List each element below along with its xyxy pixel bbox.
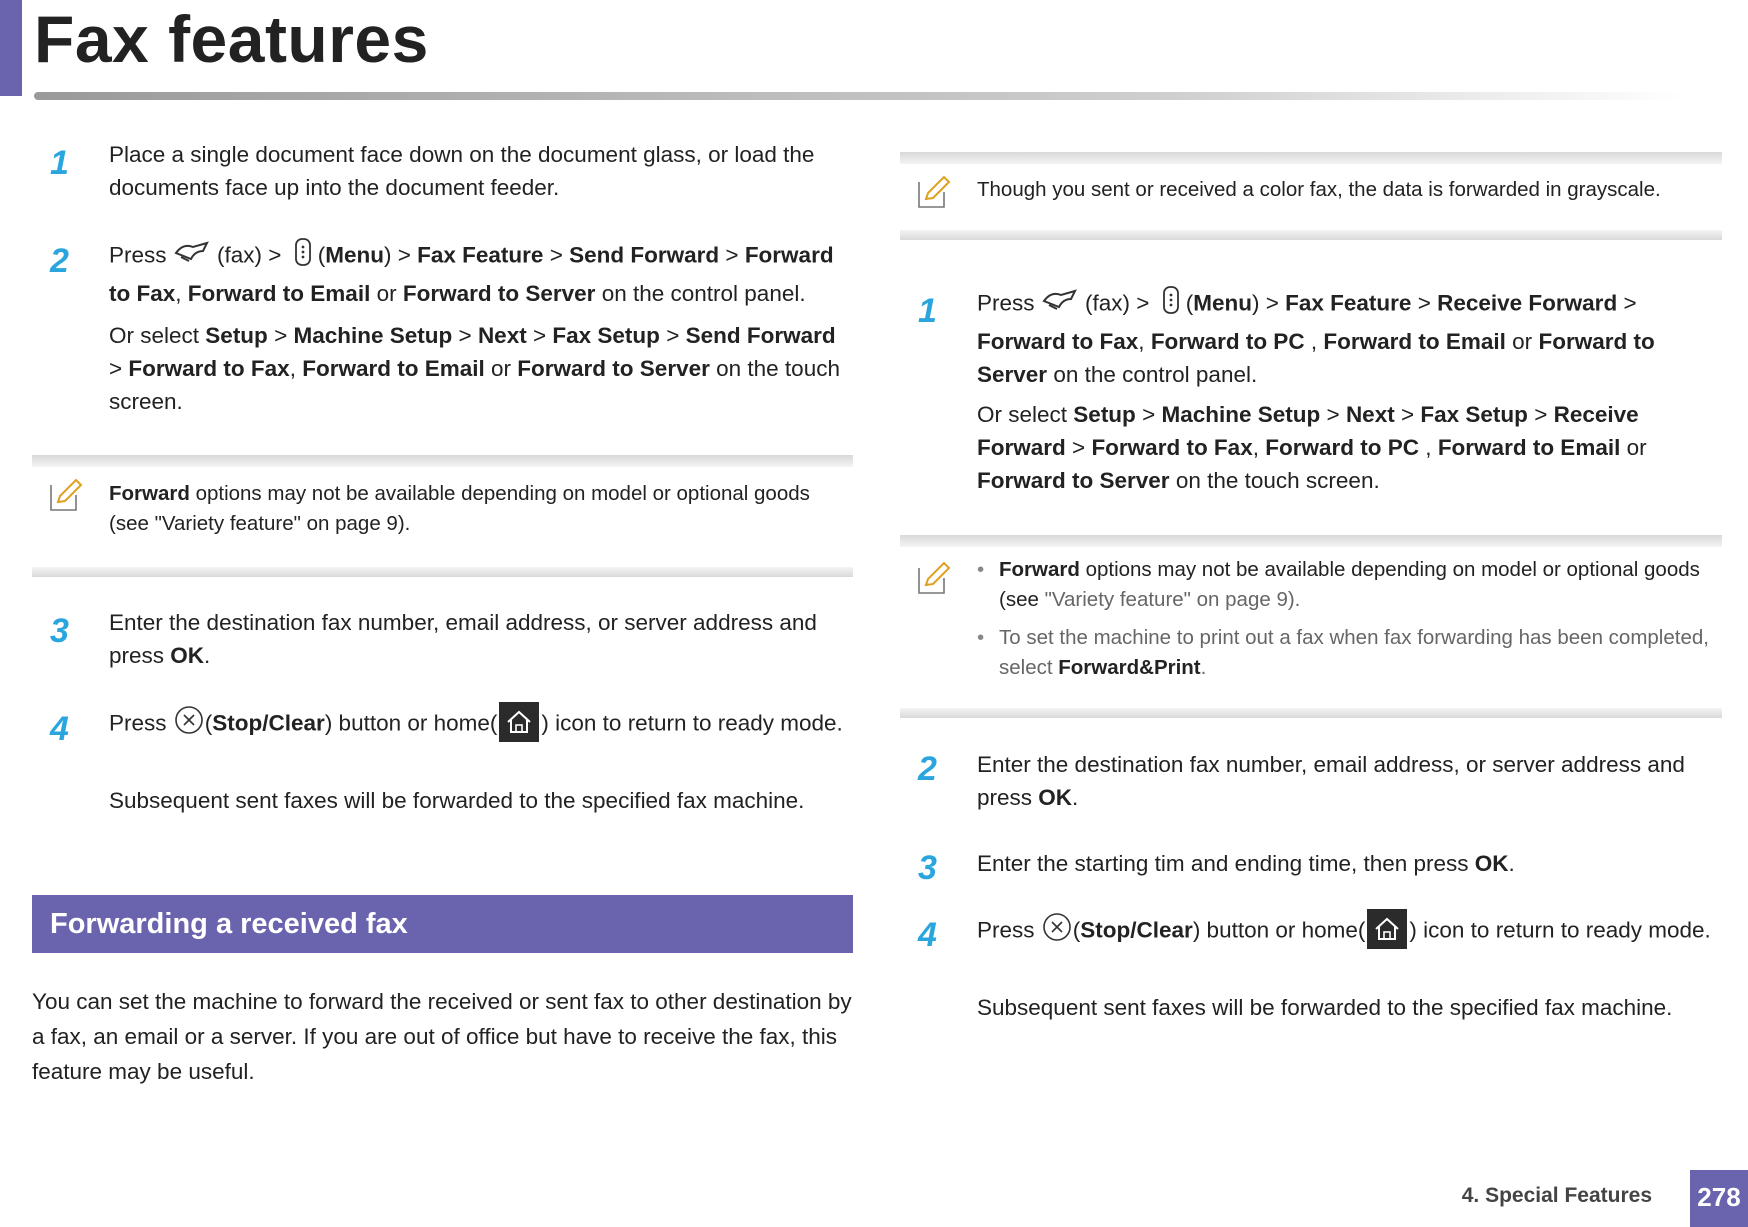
- step-text: [109, 704, 854, 745]
- menu-icon: [288, 236, 318, 277]
- text: ,: [289, 356, 296, 381]
- text: Machine Setup: [293, 323, 453, 348]
- text: Receive: [1553, 402, 1639, 427]
- text: .: [1072, 785, 1079, 810]
- stop-clear-icon: [1041, 911, 1073, 952]
- text: >: [666, 323, 680, 348]
- text: .: [204, 643, 211, 668]
- text: Forward to Fax: [109, 242, 834, 306]
- text: Forward to Server: [517, 356, 710, 381]
- text: To set the machine to print out a fax when fax forwarding has been completed, select: [999, 626, 1709, 679]
- text: >: [549, 242, 563, 268]
- text: Forward to Server: [977, 468, 1170, 493]
- step-number: 3: [50, 612, 69, 650]
- text: OK: [1038, 785, 1073, 810]
- step-text: [977, 284, 1722, 391]
- text: on the touch screen.: [1175, 468, 1380, 493]
- text: Forward to Server: [977, 329, 1655, 387]
- text: Forward to Email: [1323, 329, 1506, 354]
- text: Send Forward: [685, 323, 836, 348]
- note-top-bar: [32, 455, 853, 467]
- text: >: [1623, 290, 1637, 316]
- text: Receive Forward: [1437, 290, 1618, 316]
- text: Forward to Fax: [977, 329, 1139, 354]
- text: Stop/Clear: [212, 710, 325, 736]
- text: ) button or home(: [324, 710, 498, 736]
- note-text: [109, 479, 844, 539]
- text: >: [1326, 402, 1340, 427]
- text: (: [1185, 290, 1194, 316]
- home-icon: [1367, 909, 1407, 949]
- text: or: [1512, 329, 1533, 354]
- text: ,: [1252, 435, 1259, 460]
- text: ,: [1138, 329, 1145, 354]
- text: (fax) >: [1085, 290, 1150, 316]
- text: >: [274, 323, 288, 348]
- text: >: [1417, 290, 1431, 316]
- link-text[interactable]: "Variety feature" on page 9).: [1044, 588, 1301, 611]
- step-number: 2: [918, 750, 937, 788]
- note-text: Though you sent or received a color fax, the data is forwarded in grayscale.: [977, 178, 1661, 201]
- intro-paragraph: You can set the machine to forward the received or sent fax to other destination by a fax, an email or a server. If you are out of office but have to receive the fax, this feature may be useful.: [32, 989, 852, 1084]
- text: ) >: [1251, 290, 1279, 316]
- step-text: [109, 236, 854, 310]
- text: ,: [1425, 435, 1432, 460]
- step-text: [977, 398, 1722, 497]
- text: on the control panel.: [1053, 362, 1258, 387]
- text: Forward to Fax: [128, 356, 290, 381]
- text: >: [458, 323, 472, 348]
- bullet: •: [977, 558, 985, 581]
- text: (: [1072, 917, 1081, 943]
- menu-icon: [1156, 284, 1186, 325]
- text: Enter the destination fax number, email address, or server address and press: [109, 610, 817, 668]
- text: Forward to Email: [302, 356, 485, 381]
- step-number: 1: [918, 292, 937, 330]
- text: options may not be available depending on model or optional goods (see: [999, 558, 1700, 611]
- text: Send Forward: [569, 242, 720, 268]
- text: or: [376, 281, 397, 306]
- text: Press: [977, 917, 1035, 943]
- home-icon: [499, 702, 539, 742]
- step-text: Subsequent sent faxes will be forwarded to the specified fax machine.: [109, 788, 805, 813]
- text: ) icon to return to ready mode.: [541, 710, 843, 736]
- fax-icon: [1041, 287, 1079, 322]
- text: >: [725, 242, 739, 268]
- text: Menu: [1193, 290, 1252, 316]
- text: Fax Setup: [1420, 402, 1528, 427]
- text: .: [1200, 656, 1207, 679]
- section-heading: Forwarding a received fax: [32, 895, 853, 953]
- text: Setup: [1073, 402, 1136, 427]
- text: Forward to Email: [187, 281, 371, 306]
- page-number: 278: [1690, 1170, 1748, 1227]
- text: Forward to Fax: [1091, 435, 1253, 460]
- step-number: 4: [918, 916, 937, 954]
- text: OK: [170, 643, 205, 668]
- text: Next: [477, 323, 527, 348]
- step-text: [977, 911, 1722, 952]
- text: (: [317, 242, 326, 268]
- step-text: [109, 319, 854, 418]
- note-pencil-icon: [916, 560, 948, 594]
- text: Forward to Email: [1437, 435, 1621, 460]
- step-number: 2: [50, 242, 69, 280]
- text: >: [1400, 402, 1415, 427]
- step-text: [109, 606, 854, 672]
- text: Machine Setup: [1161, 402, 1321, 427]
- text: Menu: [325, 242, 384, 268]
- text: ) >: [383, 242, 411, 268]
- text: on the touch screen.: [109, 356, 840, 414]
- text: ,: [175, 281, 182, 306]
- text: on the control panel.: [601, 281, 806, 306]
- text: ) icon to return to ready mode.: [1409, 917, 1711, 943]
- text: Stop/Clear: [1080, 917, 1193, 943]
- text: Fax Feature: [1285, 290, 1412, 316]
- text: Press: [109, 710, 167, 736]
- text: >: [1072, 435, 1086, 460]
- title-accent-bar: [0, 0, 22, 96]
- text: Forward: [999, 558, 1080, 581]
- step-number: 4: [50, 710, 69, 748]
- text: ) button or home(: [1192, 917, 1366, 943]
- page-title: Fax features: [34, 2, 429, 76]
- text: Press: [109, 242, 167, 268]
- step-text: [977, 748, 1722, 814]
- note-bottom-bar: [900, 230, 1722, 240]
- text: Or select: [977, 402, 1068, 427]
- bullet: •: [977, 626, 985, 649]
- note-bottom-bar: [900, 708, 1722, 718]
- text: Forward to Server: [402, 281, 596, 306]
- text: Or select: [109, 323, 200, 348]
- text: Forward to PC: [1265, 435, 1420, 460]
- text: Forward&Print: [1058, 656, 1201, 679]
- note-bullet-item: [977, 623, 1722, 683]
- step-text: Place a single document face down on the document glass, or load the documents face up into the document feeder.: [109, 142, 815, 200]
- text: OK: [1474, 851, 1509, 876]
- text: Next: [1345, 402, 1395, 427]
- text: ,: [1310, 329, 1318, 354]
- text: Fax Feature: [417, 242, 544, 268]
- text: >: [1142, 402, 1156, 427]
- step-number: 3: [918, 849, 937, 887]
- note-pencil-icon: [48, 477, 80, 511]
- text: Fax Setup: [552, 323, 660, 348]
- text: Forward: [977, 435, 1066, 460]
- stop-clear-icon: [173, 704, 205, 745]
- text: >: [109, 356, 123, 381]
- text: Enter the starting tim and ending time, then press: [977, 851, 1469, 876]
- note-bottom-bar: [32, 567, 853, 577]
- step-text: [977, 847, 1722, 880]
- text: or: [1626, 435, 1647, 460]
- note-bullet-item: [977, 555, 1722, 683]
- note-top-bar: [900, 535, 1722, 547]
- text: or: [491, 356, 512, 381]
- text: Setup: [205, 323, 268, 348]
- text: Forward: [109, 482, 190, 505]
- text: >: [532, 323, 547, 348]
- note-pencil-icon: [916, 174, 948, 208]
- text: (: [204, 710, 213, 736]
- text: >: [1534, 402, 1548, 427]
- title-divider: [34, 92, 1684, 100]
- step-text: Subsequent sent faxes will be forwarded to the specified fax machine.: [977, 995, 1673, 1020]
- note-top-bar: [900, 152, 1722, 164]
- text: .: [1508, 851, 1515, 876]
- step-number: 1: [50, 144, 69, 182]
- text: Enter the destination fax number, email address, or server address and press: [977, 752, 1685, 810]
- text: (fax) >: [217, 242, 282, 268]
- text: Press: [977, 290, 1035, 316]
- text: Forward to PC: [1150, 329, 1305, 354]
- chapter-label: 4. Special Features: [1461, 1184, 1652, 1207]
- fax-icon: [173, 239, 211, 274]
- text: options may not be available depending on model or optional goods (see "Variety feature" on page 9).: [109, 482, 810, 535]
